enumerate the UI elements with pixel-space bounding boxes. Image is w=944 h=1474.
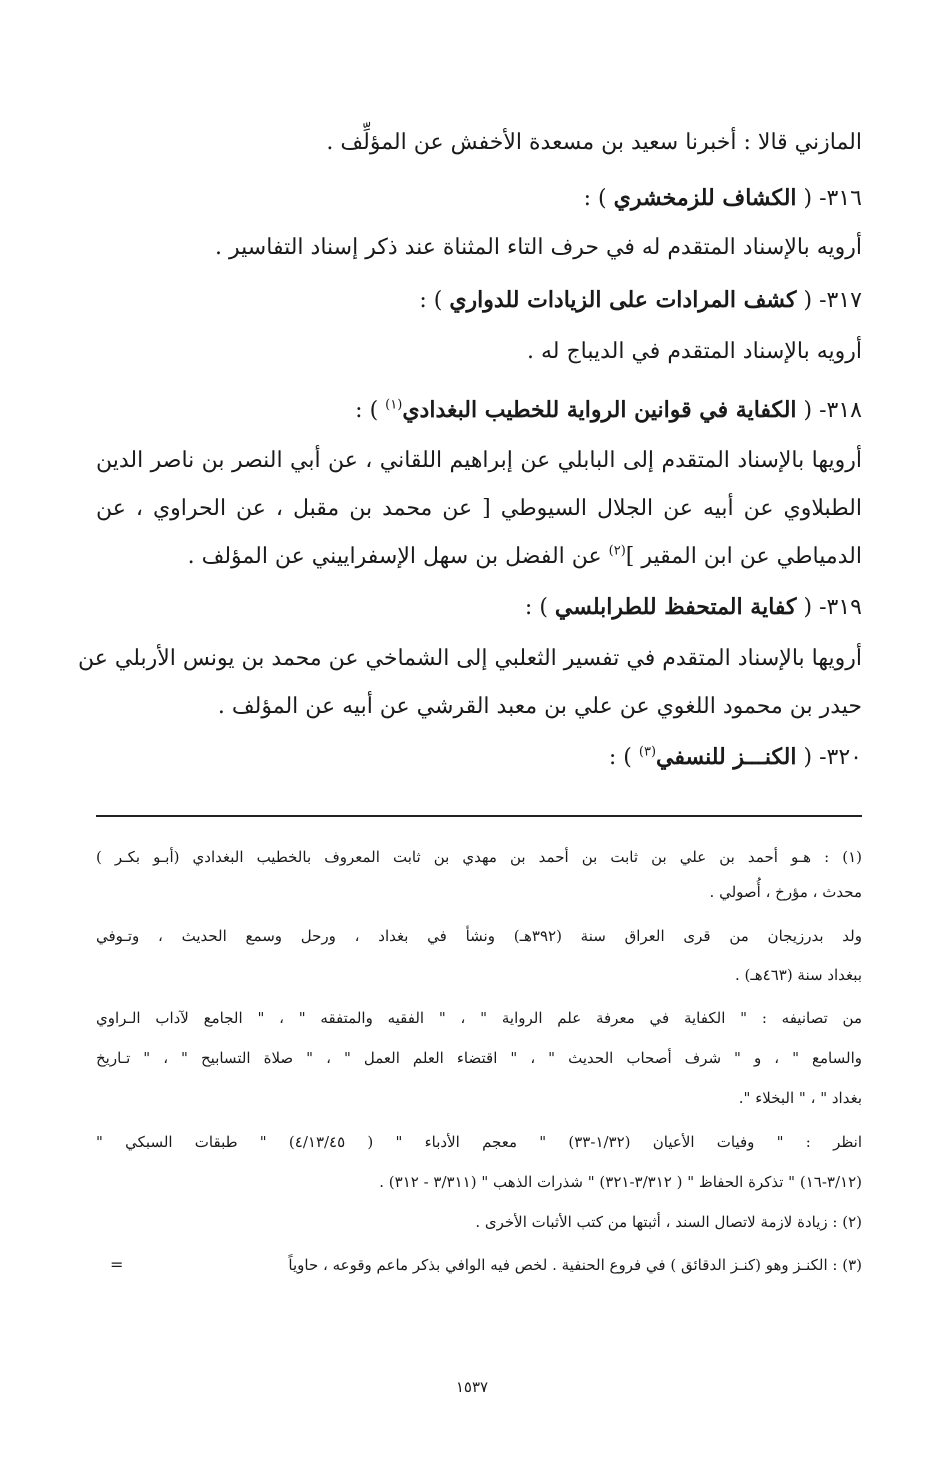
close-paren: ) :	[524, 595, 548, 620]
footnote-line-11: (٣) : الكنـز وهو (كنـز الدقائق ) في فروع الحنفية . لخص فيه الوافي بذكر ماعم وقوعه ، حاوياً	[288, 1256, 862, 1274]
entry-title: كشف المرادات على الزيادات للدواري	[449, 287, 797, 313]
body-line-2: أرويه بالإسناد المتقدم له في حرف التاء المثناة عند ذكر إسناد التفاسير .	[215, 235, 862, 260]
footnote-ref-2: (٢)	[608, 543, 626, 559]
entry-number: ٣١٩-	[819, 595, 862, 620]
footnote-line-1: (١) : هـو أحمد بن علي بن ثابت بن أحمد بن مهدي بن ثابت المعروف بالخطيب البغدادي (أبـو بكـر )	[96, 848, 862, 866]
close-paren: ) :	[355, 398, 379, 423]
open-paren: (	[803, 186, 813, 211]
continuation-mark: =	[110, 1255, 124, 1274]
body-line-5: الطبلاوي عن أبيه عن الجلال السيوطي [ عن محمد بن مقبل ، عن الحراوي ، عن	[96, 496, 862, 521]
open-paren: (	[803, 595, 813, 620]
page-number: ١٥٣٧	[455, 1378, 489, 1396]
entry-number: ٣٢٠-	[819, 745, 862, 770]
footnote-line-6: والسامع " ، و " شرف أصحاب الحديث " ، " اقتضاء العلم العمل " ، " صلاة التسابيح " ، " تـاريخ	[96, 1049, 862, 1067]
entry-number: ٣١٨-	[819, 398, 862, 423]
body-line-4: أرويها بالإسناد المتقدم إلى البابلي عن إبراهيم اللقاني ، عن أبي النصر بن ناصر الدين	[96, 448, 862, 473]
footnote-ref-3: (٣)	[638, 744, 657, 760]
footnote-line-9: (٣/١٢-١٦) " تذكرة الحفاظ " ( ٣/٣١٢-٣٢١) " شذرات الذهب " (٣/٣١١ - ٣١٢) .	[379, 1173, 862, 1191]
footnote-line-5: من تصانيفه : " الكفاية في معرفة علم الرواية " ، " الفقيه والمتفقه " ، " الجامع لآداب الـراوي	[96, 1009, 862, 1027]
footnote-line-4: ببغداد سنة (٤٦٣هـ) .	[734, 966, 862, 984]
footnote-line-7: بغداد " ، " البخلاء ".	[738, 1089, 862, 1107]
open-paren: (	[803, 288, 813, 313]
body-line-1: المازني قالا : أخبرنا سعيد بن مسعدة الأخفش عن المؤلِّف .	[326, 130, 862, 155]
footnote-divider	[96, 815, 862, 817]
open-paren: (	[803, 745, 813, 770]
entry-heading-320	[609, 742, 862, 773]
footnote-ref-1: (١)	[385, 397, 403, 413]
body-line-3: أرويه بالإسناد المتقدم في الديباج له .	[526, 339, 862, 364]
close-paren: ) :	[419, 288, 443, 313]
entry-title: الكشاف للزمخشري	[613, 185, 797, 211]
body-line-8: حيدر بن محمود اللغوي عن علي بن معبد القرشي عن أبيه عن المؤلف .	[217, 694, 862, 719]
entry-heading-316	[584, 183, 862, 214]
close-paren: ) :	[608, 745, 632, 770]
body-line-6	[188, 542, 862, 572]
body-line-7: أرويها بالإسناد المتقدم في تفسير الثعلبي إلى الشماخي عن محمد بن يونس الأربلي عن	[78, 646, 862, 671]
entry-heading-319	[525, 592, 862, 623]
open-paren: (	[803, 398, 813, 423]
entry-title: كفاية المتحفظ للطرابلسي	[554, 594, 797, 620]
entry-title: الكنـــز للنسفي	[656, 744, 797, 770]
close-paren: ) :	[583, 186, 607, 211]
footnote-line-10: (٢) : زيادة لازمة لاتصال السند ، أثبتها من كتب الأثبات الأخرى .	[475, 1213, 862, 1231]
entry-number: ٣١٧-	[819, 288, 862, 313]
body-line-6-end: عن الفضل بن سهل الإسفراييني عن المؤلف .	[187, 544, 602, 569]
footnote-line-2: محدث ، مؤرخ ، أُصولي .	[709, 883, 862, 901]
entry-number: ٣١٦-	[819, 186, 862, 211]
entry-heading-318	[355, 395, 862, 426]
footnote-line-8: انظر : " وفيات الأعيان (١/٣٢-٣٣) " معجم الأدباء " ( ٤/١٣/٤٥) " طبقات السبكي "	[96, 1133, 862, 1151]
body-line-6-start: الدمياطي عن ابن المقير ]	[625, 544, 862, 569]
entry-heading-317	[419, 285, 862, 316]
entry-title: الكفاية في قوانين الرواية للخطيب البغدادي	[402, 397, 797, 423]
footnote-line-3: ولد بدرزيجان من قرى العراق سنة (٣٩٢هـ) ونشأ في بغداد ، ورحل وسمع الحديث ، وتـوفي	[96, 927, 862, 945]
